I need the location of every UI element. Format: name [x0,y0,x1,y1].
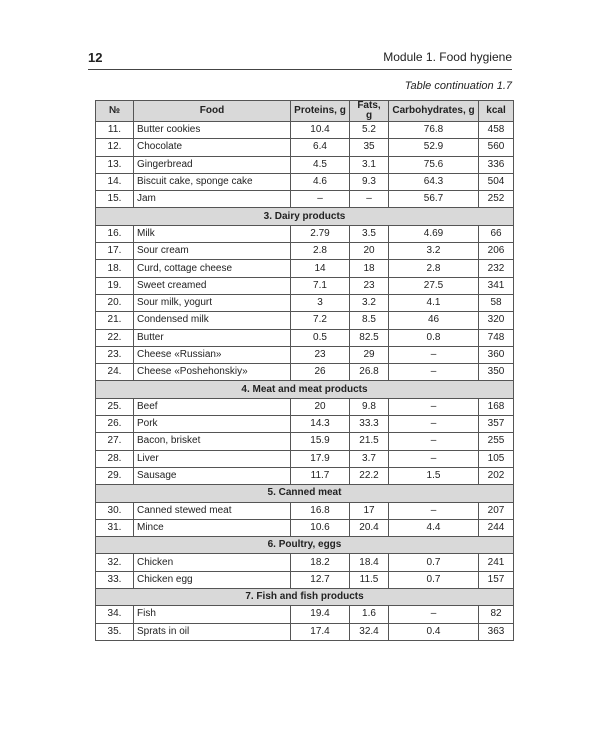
section-title: 3. Dairy products [96,208,514,225]
table-row [96,225,514,242]
cell-kcal: 504 [479,173,514,190]
cell-carbohydrates: 4.1 [389,294,479,311]
cell-carbohydrates: 52.9 [389,139,479,156]
cell-proteins: 15.9 [291,433,350,450]
cell-fats: 20 [350,243,389,260]
table-row [96,606,514,623]
section-header-row [96,485,514,502]
cell-food-name: Condensed milk [134,312,291,329]
section-title: 7. Fish and fish products [96,589,514,606]
header-carbohydrates: Carbohydrates, g [389,101,479,122]
section-header-row [96,208,514,225]
table-caption: Table continuation 1.7 [404,80,512,92]
table-row [96,329,514,346]
cell-proteins: 17.9 [291,450,350,467]
cell-row-number: 15. [96,191,134,208]
table-row [96,433,514,450]
cell-proteins: 20 [291,398,350,415]
table-row [96,173,514,190]
cell-kcal: 458 [479,122,514,139]
cell-carbohydrates: – [389,398,479,415]
cell-row-number: 25. [96,398,134,415]
cell-carbohydrates: – [389,433,479,450]
cell-food-name: Sour milk, yogurt [134,294,291,311]
cell-kcal: 336 [479,156,514,173]
cell-row-number: 21. [96,312,134,329]
table-row [96,277,514,294]
header-fats: Fats, g [350,101,389,122]
cell-carbohydrates: 75.6 [389,156,479,173]
cell-kcal: 350 [479,364,514,381]
header-number: № [96,101,134,122]
cell-fats: 8.5 [350,312,389,329]
cell-proteins: 7.1 [291,277,350,294]
cell-food-name: Canned stewed meat [134,502,291,519]
cell-row-number: 18. [96,260,134,277]
cell-fats: 21.5 [350,433,389,450]
header-kcal: kcal [479,101,514,122]
cell-fats: 3.5 [350,225,389,242]
cell-food-name: Cheese «Russian» [134,346,291,363]
cell-row-number: 23. [96,346,134,363]
cell-carbohydrates: 0.7 [389,554,479,571]
cell-row-number: 27. [96,433,134,450]
cell-carbohydrates: – [389,606,479,623]
table-row [96,243,514,260]
cell-fats: 5.2 [350,122,389,139]
cell-kcal: 360 [479,346,514,363]
cell-row-number: 30. [96,502,134,519]
section-header-row [96,589,514,606]
cell-row-number: 22. [96,329,134,346]
table-row [96,260,514,277]
cell-proteins: 4.5 [291,156,350,173]
cell-proteins: 19.4 [291,606,350,623]
table-row [96,139,514,156]
cell-row-number: 14. [96,173,134,190]
cell-proteins: 3 [291,294,350,311]
cell-food-name: Sausage [134,467,291,484]
cell-kcal: 241 [479,554,514,571]
cell-kcal: 157 [479,571,514,588]
cell-fats: 11.5 [350,571,389,588]
cell-kcal: 202 [479,467,514,484]
cell-proteins: 14 [291,260,350,277]
running-head: Module 1. Food hygiene [383,50,512,64]
cell-row-number: 34. [96,606,134,623]
table-row [96,467,514,484]
cell-proteins: 2.79 [291,225,350,242]
cell-carbohydrates: – [389,502,479,519]
cell-kcal: 207 [479,502,514,519]
cell-fats: 9.8 [350,398,389,415]
table-row [96,571,514,588]
cell-carbohydrates: 76.8 [389,122,479,139]
cell-kcal: 66 [479,225,514,242]
cell-fats: 32.4 [350,623,389,640]
cell-kcal: 206 [479,243,514,260]
cell-fats: 20.4 [350,519,389,536]
cell-proteins: 2.8 [291,243,350,260]
cell-carbohydrates: 4.69 [389,225,479,242]
cell-row-number: 11. [96,122,134,139]
cell-food-name: Butter cookies [134,122,291,139]
cell-carbohydrates: – [389,364,479,381]
section-header-row [96,537,514,554]
cell-carbohydrates: 3.2 [389,243,479,260]
cell-proteins: 11.7 [291,467,350,484]
cell-food-name: Sprats in oil [134,623,291,640]
cell-proteins: 23 [291,346,350,363]
cell-food-name: Biscuit cake, sponge cake [134,173,291,190]
cell-row-number: 35. [96,623,134,640]
cell-carbohydrates: 4.4 [389,519,479,536]
table-row [96,450,514,467]
cell-food-name: Milk [134,225,291,242]
cell-proteins: 18.2 [291,554,350,571]
cell-row-number: 16. [96,225,134,242]
section-header-row [96,381,514,398]
cell-fats: – [350,191,389,208]
cell-food-name: Jam [134,191,291,208]
cell-row-number: 24. [96,364,134,381]
cell-fats: 35 [350,139,389,156]
table-header-row [96,101,514,122]
cell-food-name: Mince [134,519,291,536]
cell-fats: 3.7 [350,450,389,467]
cell-food-name: Butter [134,329,291,346]
table-row [96,364,514,381]
cell-fats: 26.8 [350,364,389,381]
cell-carbohydrates: – [389,346,479,363]
cell-food-name: Beef [134,398,291,415]
cell-carbohydrates: 0.4 [389,623,479,640]
cell-row-number: 12. [96,139,134,156]
cell-fats: 33.3 [350,416,389,433]
table-row [96,416,514,433]
cell-food-name: Cheese «Poshehonskiy» [134,364,291,381]
cell-food-name: Sour cream [134,243,291,260]
table-row [96,623,514,640]
cell-fats: 18 [350,260,389,277]
cell-fats: 1.6 [350,606,389,623]
table-row [96,191,514,208]
table-row [96,346,514,363]
cell-food-name: Chicken egg [134,571,291,588]
cell-row-number: 19. [96,277,134,294]
table-row [96,398,514,415]
page-number: 12 [88,50,103,65]
cell-kcal: 58 [479,294,514,311]
table-row [96,122,514,139]
table-row [96,294,514,311]
table-row [96,312,514,329]
cell-fats: 3.1 [350,156,389,173]
table-body [96,122,514,641]
cell-fats: 82.5 [350,329,389,346]
cell-kcal: 105 [479,450,514,467]
cell-fats: 22.2 [350,467,389,484]
cell-proteins: – [291,191,350,208]
cell-kcal: 320 [479,312,514,329]
cell-fats: 23 [350,277,389,294]
cell-kcal: 748 [479,329,514,346]
cell-kcal: 341 [479,277,514,294]
cell-carbohydrates: 46 [389,312,479,329]
cell-row-number: 13. [96,156,134,173]
cell-food-name: Gingerbread [134,156,291,173]
cell-row-number: 33. [96,571,134,588]
cell-proteins: 6.4 [291,139,350,156]
cell-proteins: 10.6 [291,519,350,536]
header-proteins: Proteins, g [291,101,350,122]
cell-carbohydrates: 64.3 [389,173,479,190]
cell-kcal: 232 [479,260,514,277]
cell-food-name: Bacon, brisket [134,433,291,450]
cell-carbohydrates: – [389,416,479,433]
cell-kcal: 244 [479,519,514,536]
table-row [96,502,514,519]
cell-carbohydrates: 56.7 [389,191,479,208]
cell-carbohydrates: – [389,450,479,467]
cell-food-name: Pork [134,416,291,433]
cell-row-number: 32. [96,554,134,571]
cell-proteins: 26 [291,364,350,381]
cell-food-name: Curd, cottage cheese [134,260,291,277]
cell-row-number: 20. [96,294,134,311]
cell-row-number: 26. [96,416,134,433]
cell-carbohydrates: 1.5 [389,467,479,484]
cell-row-number: 28. [96,450,134,467]
cell-kcal: 363 [479,623,514,640]
cell-row-number: 31. [96,519,134,536]
cell-fats: 17 [350,502,389,519]
cell-food-name: Liver [134,450,291,467]
table-row [96,554,514,571]
header-food: Food [134,101,291,122]
cell-fats: 18.4 [350,554,389,571]
cell-proteins: 7.2 [291,312,350,329]
section-title: 4. Meat and meat products [96,381,514,398]
cell-food-name: Fish [134,606,291,623]
section-title: 6. Poultry, eggs [96,537,514,554]
cell-kcal: 255 [479,433,514,450]
cell-proteins: 4.6 [291,173,350,190]
nutrition-table [95,100,514,641]
cell-carbohydrates: 2.8 [389,260,479,277]
table-row [96,519,514,536]
cell-carbohydrates: 0.7 [389,571,479,588]
cell-kcal: 82 [479,606,514,623]
cell-carbohydrates: 27.5 [389,277,479,294]
table-row [96,156,514,173]
cell-proteins: 16.8 [291,502,350,519]
header-rule [88,69,512,70]
cell-proteins: 12.7 [291,571,350,588]
section-title: 5. Canned meat [96,485,514,502]
cell-kcal: 357 [479,416,514,433]
cell-proteins: 14.3 [291,416,350,433]
cell-fats: 3.2 [350,294,389,311]
cell-food-name: Chicken [134,554,291,571]
cell-row-number: 17. [96,243,134,260]
cell-kcal: 252 [479,191,514,208]
cell-food-name: Sweet creamed [134,277,291,294]
cell-fats: 9.3 [350,173,389,190]
cell-kcal: 560 [479,139,514,156]
cell-row-number: 29. [96,467,134,484]
cell-kcal: 168 [479,398,514,415]
cell-carbohydrates: 0.8 [389,329,479,346]
cell-proteins: 10.4 [291,122,350,139]
cell-proteins: 0.5 [291,329,350,346]
cell-proteins: 17.4 [291,623,350,640]
cell-fats: 29 [350,346,389,363]
cell-food-name: Chocolate [134,139,291,156]
